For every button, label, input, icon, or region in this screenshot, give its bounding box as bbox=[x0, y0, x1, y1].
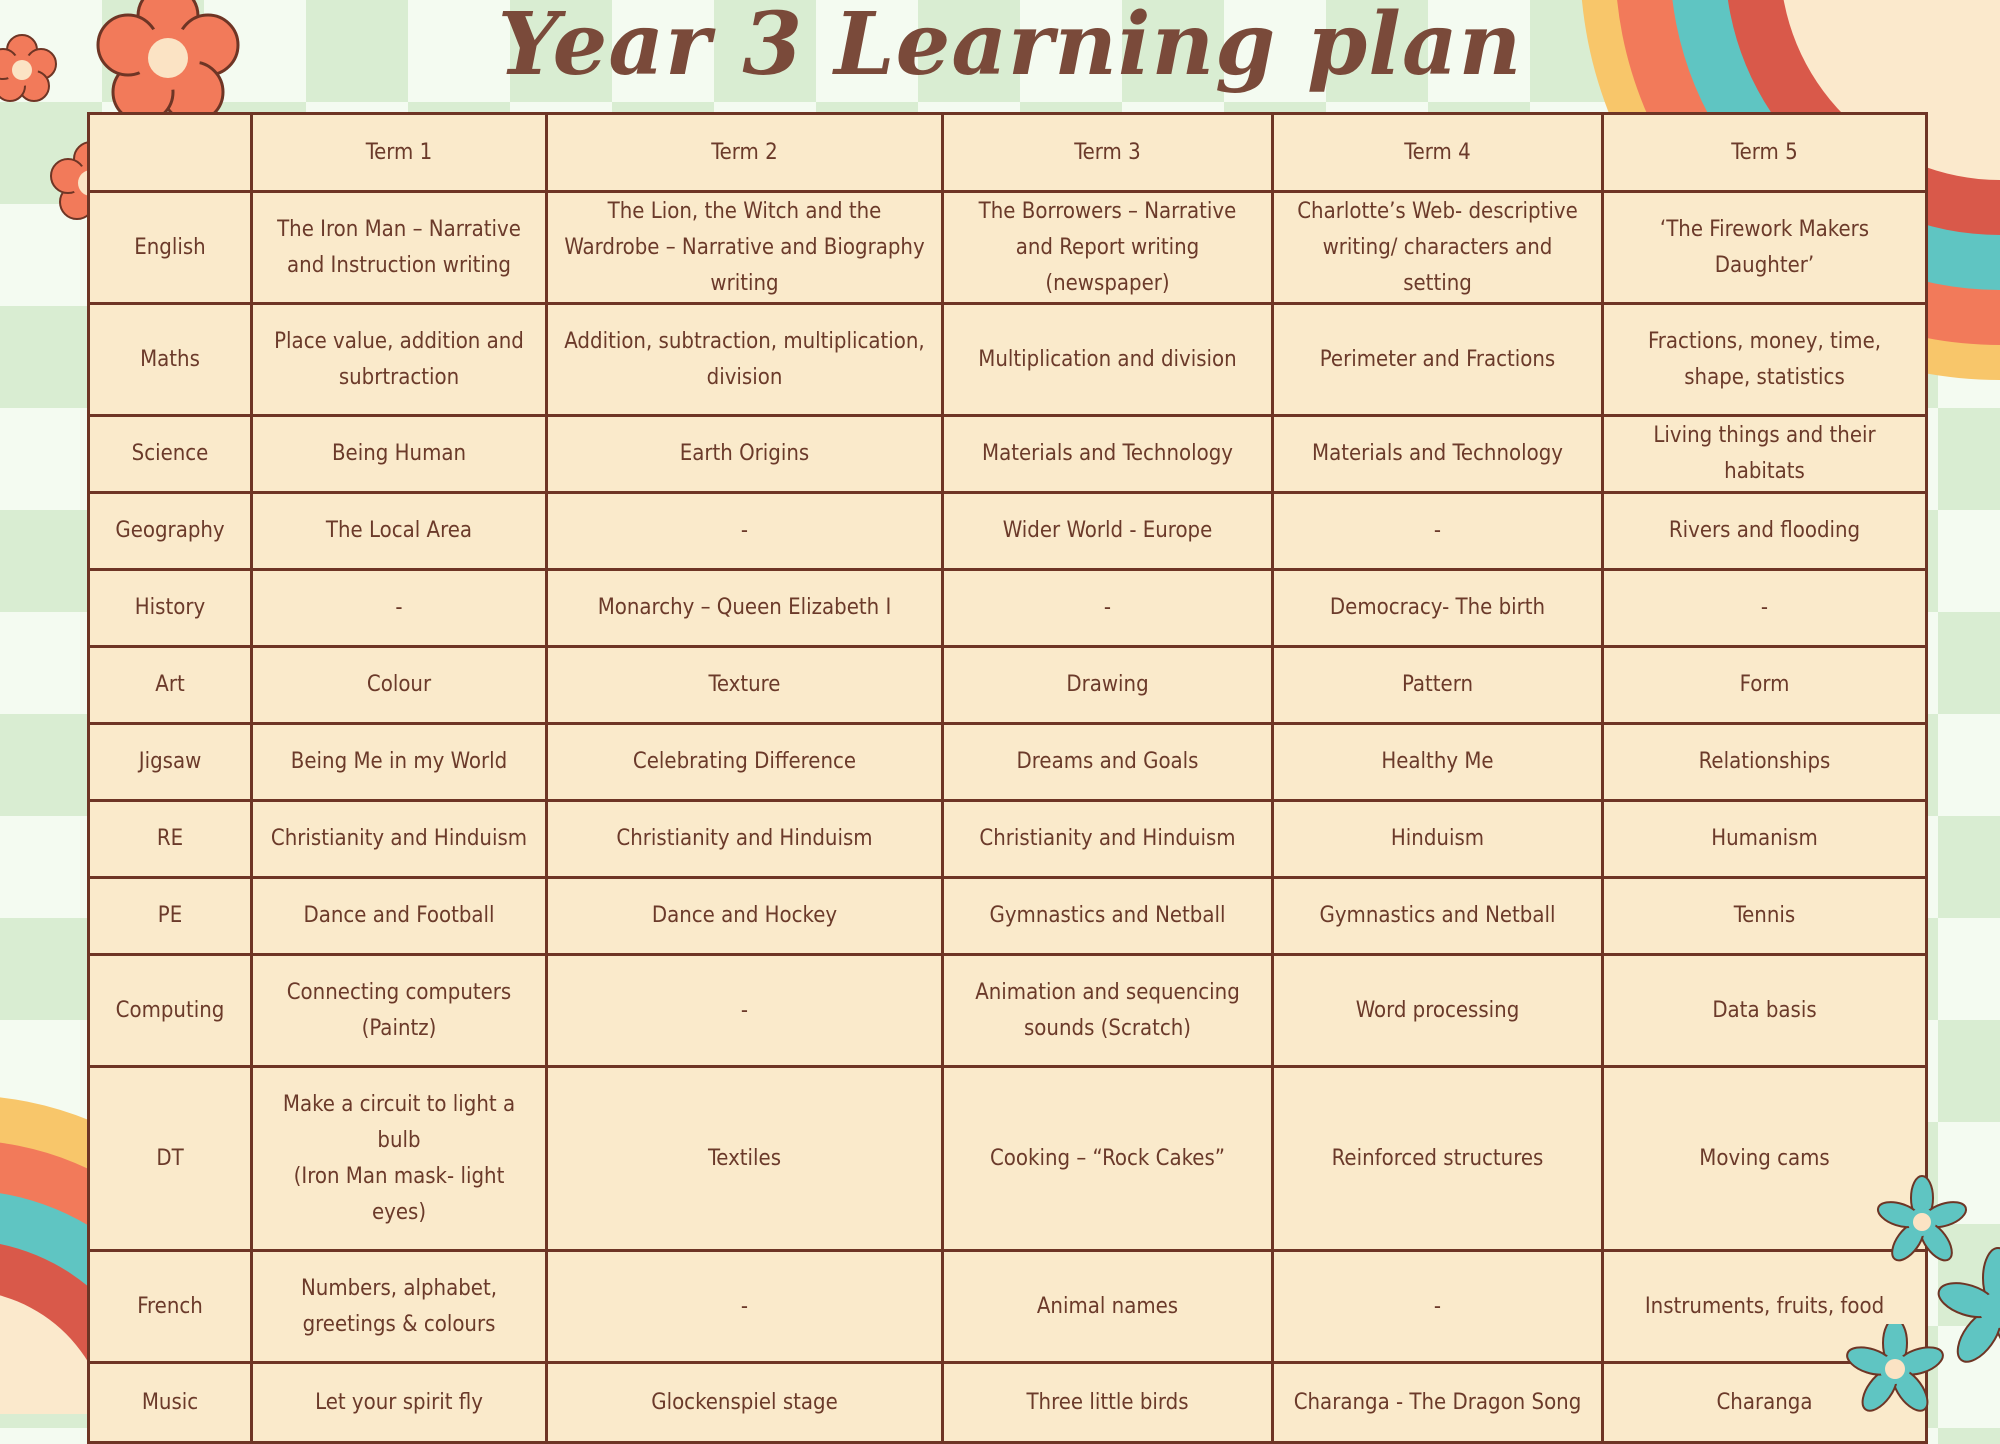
term-2-cell: Glockenspiel stage bbox=[547, 1363, 943, 1443]
subject-cell: Art bbox=[89, 647, 252, 724]
term-5-cell: Relationships bbox=[1603, 724, 1927, 801]
term-5-cell: ‘The Firework Makers Daughter’ bbox=[1603, 192, 1927, 304]
term-4-cell: Charlotte’s Web- descriptive writing/ characters and setting bbox=[1273, 192, 1603, 304]
term-5-cell: Humanism bbox=[1603, 801, 1927, 878]
table-row bbox=[89, 1251, 1927, 1363]
table-row bbox=[89, 416, 1927, 493]
term-2-cell: Christianity and Hinduism bbox=[547, 801, 943, 878]
term-3-cell: Animation and sequencing sounds (Scratch) bbox=[943, 955, 1273, 1067]
term-2-cell: Texture bbox=[547, 647, 943, 724]
term-3-cell: Animal names bbox=[943, 1251, 1273, 1363]
term-5-cell: Data basis bbox=[1603, 955, 1927, 1067]
term-2-cell: Dance and Hockey bbox=[547, 878, 943, 955]
term-3-cell: Cooking – “Rock Cakes” bbox=[943, 1067, 1273, 1251]
table-row bbox=[89, 801, 1927, 878]
term-1-cell: Colour bbox=[252, 647, 547, 724]
term-1-cell: Being Me in my World bbox=[252, 724, 547, 801]
term-1-cell: Connecting computers (Paintz) bbox=[252, 955, 547, 1067]
teal-flower-bottom-icon bbox=[1840, 1324, 1950, 1414]
subject-cell: Music bbox=[89, 1363, 252, 1443]
term-4-cell: - bbox=[1273, 493, 1603, 570]
header-term-5: Term 5 bbox=[1603, 114, 1927, 192]
table-row bbox=[89, 955, 1927, 1067]
table-row bbox=[89, 570, 1927, 647]
table-row bbox=[89, 724, 1927, 801]
term-1-cell: Let your spirit fly bbox=[252, 1363, 547, 1443]
term-5-cell: Moving cams bbox=[1603, 1067, 1927, 1251]
term-1-cell: The Iron Man – Narrative and Instruction writing bbox=[252, 192, 547, 304]
term-4-cell: Charanga - The Dragon Song bbox=[1273, 1363, 1603, 1443]
term-3-cell: Drawing bbox=[943, 647, 1273, 724]
subject-cell: Science bbox=[89, 416, 252, 493]
term-1-cell: Dance and Football bbox=[252, 878, 547, 955]
term-5-cell: Tennis bbox=[1603, 878, 1927, 955]
term-5-cell: Living things and their habitats bbox=[1603, 416, 1927, 493]
subject-cell: French bbox=[89, 1251, 252, 1363]
term-2-cell: The Lion, the Witch and the Wardrobe – Narrative and Biography writing bbox=[547, 192, 943, 304]
term-3-cell: - bbox=[943, 570, 1273, 647]
subject-cell: Computing bbox=[89, 955, 252, 1067]
term-2-cell: - bbox=[547, 955, 943, 1067]
term-2-cell: - bbox=[547, 1251, 943, 1363]
term-3-cell: Wider World - Europe bbox=[943, 493, 1273, 570]
subject-cell: PE bbox=[89, 878, 252, 955]
term-4-cell: Perimeter and Fractions bbox=[1273, 304, 1603, 416]
header-term-2: Term 2 bbox=[547, 114, 943, 192]
term-3-cell: Dreams and Goals bbox=[943, 724, 1273, 801]
term-4-cell: Materials and Technology bbox=[1273, 416, 1603, 493]
header-term-1: Term 1 bbox=[252, 114, 547, 192]
table-row bbox=[89, 1067, 1927, 1251]
term-1-cell: Make a circuit to light a bulb (Iron Man mask- light eyes) bbox=[252, 1067, 547, 1251]
term-2-cell: Monarchy – Queen Elizabeth I bbox=[547, 570, 943, 647]
term-5-cell: - bbox=[1603, 570, 1927, 647]
header-term-3: Term 3 bbox=[943, 114, 1273, 192]
term-1-cell: Numbers, alphabet, greetings & colours bbox=[252, 1251, 547, 1363]
subject-cell: DT bbox=[89, 1067, 252, 1251]
term-2-cell: Celebrating Difference bbox=[547, 724, 943, 801]
term-3-cell: The Borrowers – Narrative and Report writing (newspaper) bbox=[943, 192, 1273, 304]
term-5-cell: Charanga bbox=[1603, 1363, 1927, 1443]
subject-cell: Geography bbox=[89, 493, 252, 570]
term-2-cell: - bbox=[547, 493, 943, 570]
term-5-cell: Rivers and flooding bbox=[1603, 493, 1927, 570]
term-1-cell: Christianity and Hinduism bbox=[252, 801, 547, 878]
header-row bbox=[89, 114, 1927, 192]
table-row bbox=[89, 304, 1927, 416]
term-4-cell: - bbox=[1273, 1251, 1603, 1363]
term-2-cell: Textiles bbox=[547, 1067, 943, 1251]
term-3-cell: Materials and Technology bbox=[943, 416, 1273, 493]
table-row bbox=[89, 1363, 1927, 1443]
subject-cell: RE bbox=[89, 801, 252, 878]
term-3-cell: Christianity and Hinduism bbox=[943, 801, 1273, 878]
term-3-cell: Three little birds bbox=[943, 1363, 1273, 1443]
term-1-cell: Place value, addition and subrtraction bbox=[252, 304, 547, 416]
term-4-cell: Word processing bbox=[1273, 955, 1603, 1067]
term-4-cell: Reinforced structures bbox=[1273, 1067, 1603, 1251]
table-row bbox=[89, 493, 1927, 570]
subject-cell: English bbox=[89, 192, 252, 304]
subject-cell: Maths bbox=[89, 304, 252, 416]
term-5-cell: Fractions, money, time, shape, statistics bbox=[1603, 304, 1927, 416]
table-row bbox=[89, 878, 1927, 955]
term-4-cell: Pattern bbox=[1273, 647, 1603, 724]
term-4-cell: Gymnastics and Netball bbox=[1273, 878, 1603, 955]
subject-cell: Jigsaw bbox=[89, 724, 252, 801]
term-1-cell: The Local Area bbox=[252, 493, 547, 570]
subject-cell: History bbox=[89, 570, 252, 647]
term-4-cell: Democracy- The birth bbox=[1273, 570, 1603, 647]
header-term-4: Term 4 bbox=[1273, 114, 1603, 192]
learning-plan-table bbox=[87, 112, 1928, 1444]
term-5-cell: Instruments, fruits, food bbox=[1603, 1251, 1927, 1363]
term-5-cell: Form bbox=[1603, 647, 1927, 724]
term-2-cell: Earth Origins bbox=[547, 416, 943, 493]
term-1-cell: Being Human bbox=[252, 416, 547, 493]
term-1-cell: - bbox=[252, 570, 547, 647]
table-row bbox=[89, 647, 1927, 724]
term-3-cell: Gymnastics and Netball bbox=[943, 878, 1273, 955]
term-2-cell: Addition, subtraction, multiplication, division bbox=[547, 304, 943, 416]
term-3-cell: Multiplication and division bbox=[943, 304, 1273, 416]
page-title: Year 3 Learning plan bbox=[497, 0, 1523, 95]
term-4-cell: Healthy Me bbox=[1273, 724, 1603, 801]
header-corner bbox=[89, 114, 252, 192]
term-4-cell: Hinduism bbox=[1273, 801, 1603, 878]
table-row bbox=[89, 192, 1927, 304]
